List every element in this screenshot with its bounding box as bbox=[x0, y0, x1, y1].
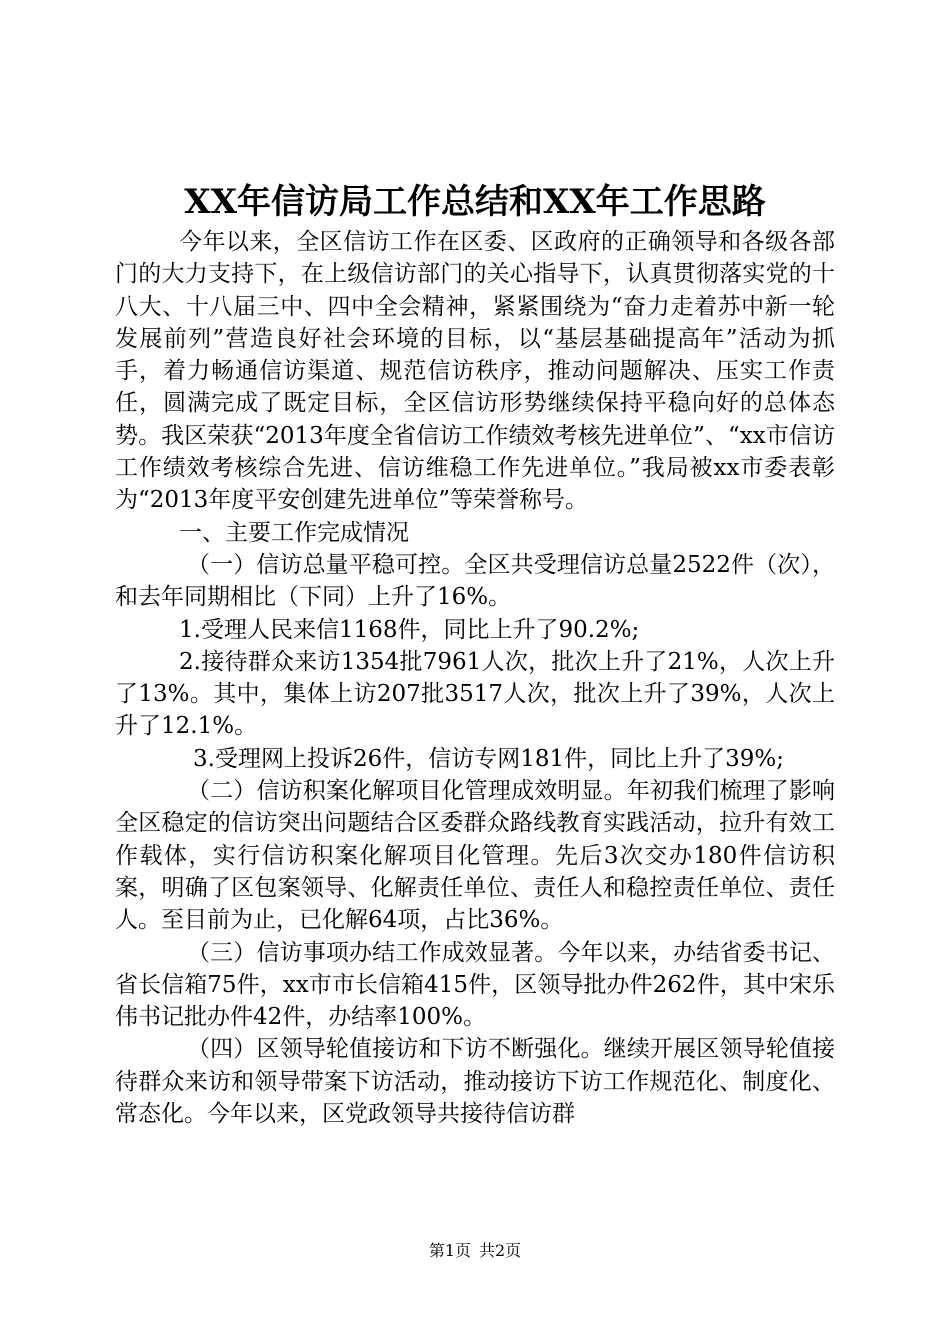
page-total: 共2页 bbox=[479, 1241, 522, 1260]
page-footer bbox=[0, 1240, 950, 1262]
paragraph-subitem-1: 1.受理人民来信1168件，同比上升了90.2%; bbox=[179, 616, 640, 643]
document-body bbox=[115, 226, 835, 1130]
document-title: XX年信访局工作总结和XX年工作思路 bbox=[184, 182, 766, 222]
paragraph-item-4: （四）区领导轮值接访和下访不断强化。继续开展区领导轮值接待群众来访和领导带案下访活动，推动接访下访工作规范化、制度化、常态化。今年以来，区党政领导共接待信访群 bbox=[115, 1036, 835, 1128]
paragraph-item-1: （一）信访总量平稳可控。全区共受理信访总量2522件（次），和去年同期相比（下同）上升了16%。 bbox=[115, 551, 835, 611]
section-heading: 一、主要工作完成情况 bbox=[179, 519, 409, 546]
paragraph-subitem-2: 2.接待群众来访1354批7961人次，批次上升了21%，人次上升了13%。其中，集体上访207批3517人次，批次上升了39%，人次上升了12.1%。 bbox=[115, 648, 835, 740]
paragraph-subitem-3: 3.受理网上投诉26件，信访专网181件，同比上升了39%; bbox=[193, 745, 784, 772]
paragraph-item-3: （三）信访事项办结工作成效显著。今年以来，办结省委书记、省长信箱75件，xx市市长信箱415件，区领导批办件262件，其中宋乐伟书记批办件42件，办结率100%。 bbox=[115, 939, 835, 1031]
page-number: 第1页 bbox=[428, 1241, 471, 1260]
paragraph-intro: 今年以来，全区信访工作在区委、区政府的正确领导和各级各部门的大力支持下，在上级信访部门的关心指导下，认真贯彻落实党的十八大、十八届三中、四中全会精神，紧紧围绕为“奋力走着苏中新一轮发展前列”营造良好社会环境的目标，以“基层基础提高年”活动为抓手，着力畅通信访渠道、规范信访秩序，推动问题解决、压实工作责任，圆满完成了既定目标，全区信访形势继续保持平稳向好的总体态势。我区荣获“2013年度全省信访工作绩效考核先进单位”、“xx市信访工作绩效考核综合先进、信访维稳工作先进单位。”我局被xx市委表彰为“2013年度平安创建先进单位”等荣誉称号。 bbox=[115, 229, 835, 514]
paragraph-item-2: （二）信访积案化解项目化管理成效明显。年初我们梳理了影响全区稳定的信访突出问题结合区委群众路线教育实践活动，拉升有效工作载体，实行信访积案化解项目化管理。先后3次交办180件信访积案，明确了区包案领导、化解责任单位、责任人和稳控责任单位、责任人。至目前为止，已化解64项，占比36%。 bbox=[115, 778, 835, 934]
